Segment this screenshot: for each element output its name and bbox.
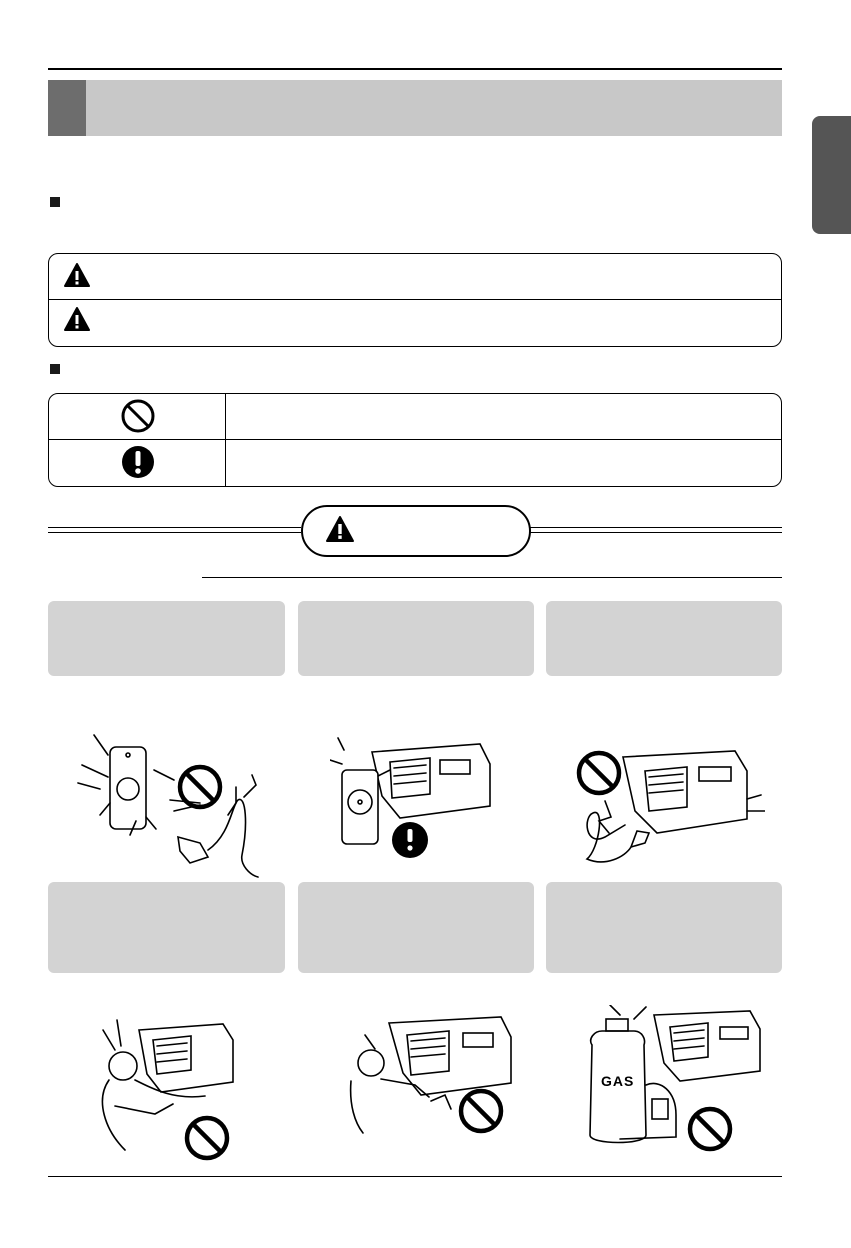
symbol-table-col-divider [225,394,226,486]
wet-hands-illustration [345,1005,525,1135]
mandatory-icon [120,444,156,480]
top-rule [48,68,782,70]
instruction-box [48,601,285,676]
damaged-cord-illustration [565,737,765,870]
instruction-text [298,601,534,621]
instruction-box [48,882,285,973]
banner-rule-right [527,527,782,533]
instruction-box [546,882,782,973]
side-tab [812,116,851,234]
instruction-box [298,601,534,676]
title-bar [48,80,782,136]
unplugging-cord-illustration [60,725,280,880]
warning-triangle-icon [325,515,355,543]
instruction-text [48,882,285,902]
banner-rule-left [48,527,301,533]
square-bullet-icon [50,197,60,207]
instruction-text [546,601,782,621]
square-bullet-icon [50,364,60,374]
bottom-rule [48,1176,782,1177]
instruction-text [298,882,534,902]
warning-legend-divider [48,299,782,300]
warning-legend-box [48,253,782,347]
symbol-legend-table [48,393,782,487]
title-block [48,80,86,136]
instruction-box [298,882,534,973]
symbol-table-row-divider [48,439,782,440]
instruction-box [546,601,782,676]
subheading-rule [202,577,782,578]
instruction-text [546,882,782,902]
dedicated-outlet-illustration [330,730,500,860]
caution-triangle-icon [64,306,90,332]
instruction-text [48,601,285,621]
person-under-unit-illustration [95,1010,245,1165]
gas-label: GAS [601,1073,635,1089]
warning-triangle-icon [64,262,90,288]
prohibited-icon [120,398,156,434]
